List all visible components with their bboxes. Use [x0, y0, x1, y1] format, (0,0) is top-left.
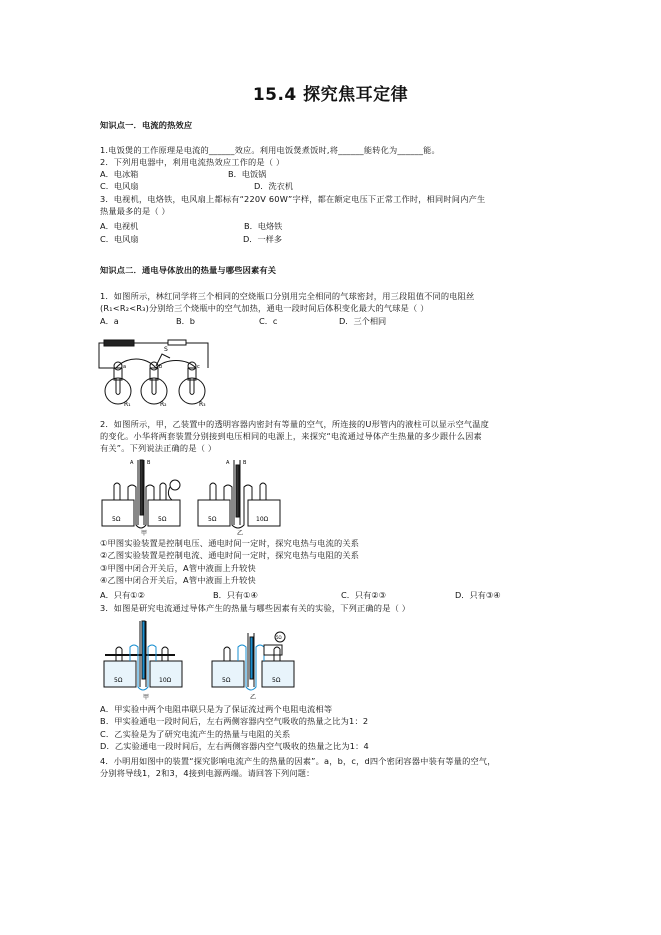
r3-label: R₃ [199, 401, 206, 408]
resistor-label-2: 5Ω [158, 516, 167, 523]
tube-b-label-1: B [147, 460, 151, 466]
s1-question3-line1: 3．电视机，电烙铁，电风扇上都标有“220V 60W”字样，都在额定电压下正常工作时，相同时间内产生 [100, 194, 486, 204]
section1-heading: 知识点一．电流的热效应 [100, 120, 193, 130]
r2-label: R₂ [160, 401, 167, 408]
s2-q2-line1: 2．如图所示，甲，乙装置中的透明容器内密封有等量的空气，所连接的U形管内的液柱可以显示空气温度 [100, 419, 490, 429]
s1-q3-option-c: C．电风扇 [100, 234, 139, 244]
s2-q1-line1: 1．如图所示，林红同学将三个相同的空烧瓶口分别用完全相同的气球密封，用三段阻值不同的电阻丝 [100, 291, 475, 301]
s1-q3-option-d: D．一样多 [243, 234, 283, 244]
s2-q2-option-c: C．只有②③ [341, 590, 386, 600]
s2-q2-statement-3: ③甲图中闭合开关后，A管中液面上升较快 [100, 563, 256, 573]
q3-resistor-label-1: 5Ω [114, 677, 123, 684]
utube-figure-q2 [100, 455, 290, 537]
caption-yi-q2: 乙 [237, 530, 244, 537]
caption-yi-q3: 乙 [250, 694, 257, 700]
section2-heading: 知识点二．通电导体放出的热量与哪些因素有关 [100, 265, 277, 275]
tube-b-label-2: B [243, 460, 247, 466]
s2-q1-option-d: D．三个相同 [339, 316, 387, 326]
s1-q2-option-d: D．洗衣机 [254, 181, 294, 191]
s2-q1-line2: (R₁<R₂<R₃)分别给三个烧瓶中的空气加热，通电一段时间后体积变化最大的气球是（ ） [100, 303, 429, 313]
s1-q2-option-c: C．电风扇 [100, 181, 139, 191]
s2-q2-line2: 的变化。小华将两套装置分别接到电压相同的电源上，来探究“电流通过导体产生热量的多少跟什么因素 [100, 431, 482, 441]
three-flask-figure [96, 328, 221, 413]
s2-q2-option-a: A．只有①② [100, 590, 145, 600]
s2-q3-option-c: C．乙实验是为了研究电流产生的热量与电阻的关系 [100, 729, 291, 739]
switch-label: S [164, 346, 168, 353]
resistor-label-4: 10Ω [256, 516, 269, 523]
s1-q2-option-b: B．电饭锅 [228, 169, 267, 179]
s2-q2-statement-1: ①甲图实验装置是控制电压、通电时间一定时，探究电热与电流的关系 [100, 538, 360, 548]
s2-q2-statement-2: ②乙图实验装置是控制电流、通电时间一定时，探究电热与电阻的关系 [100, 550, 360, 560]
caption-jia-q3: 甲 [143, 694, 150, 700]
q3-resistor-label-3: 5Ω [222, 677, 231, 684]
balloon-c-label: c [197, 364, 200, 370]
caption-jia-q2: 甲 [141, 530, 148, 537]
s1-q2-option-a: A．电冰箱 [100, 169, 139, 179]
s1-question1: 1.电饭煲的工作原理是电流的______效应。利用电饭煲煮饭时,将______能转化为______能。 [100, 145, 440, 155]
s1-question3-line2: 热量最多的是（ ） [100, 206, 170, 216]
r1-label: R₁ [124, 401, 131, 408]
balloon-b-label: b [159, 364, 163, 370]
s1-q3-option-b: B．电烙铁 [244, 221, 283, 231]
resistor-label-1: 5Ω [112, 516, 121, 523]
s2-q2-statement-4: ④乙图中闭合开关后，A管中液面上升较快 [100, 575, 256, 585]
s1-q3-option-a: A．电视机 [100, 221, 139, 231]
s2-q3-option-b: B．甲实验通电一段时间后，左右两侧容器内空气吸收的热量之比为1：2 [100, 716, 369, 726]
s2-q1-option-c: C．c [259, 316, 278, 326]
s2-q4-line2: 分别将导线1，2和3，4接到电源两端。请回答下列问题： [100, 768, 315, 778]
resistor-label-3: 5Ω [208, 516, 217, 523]
s1-question2-stem: 2．下列用电器中，利用电流热效应工作的是（ ） [100, 157, 285, 167]
s2-q2-option-d: D．只有③④ [455, 590, 501, 600]
s2-q3-option-d: D．乙实验通电一段时间后，左右两侧容器内空气吸收的热量之比为1：4 [100, 741, 369, 751]
s2-q3-option-a: A．甲实验中两个电阻串联只是为了保证流过两个电阻电流相等 [100, 704, 333, 714]
s2-q4-line1: 4．小明用如图中的装置“探究影响电流产生的热量的因素”。a，b，c，d四个密闭容器中装有等量的空气， [100, 756, 496, 766]
q3-resistor-label-5: 5Ω [276, 635, 282, 640]
s2-q2-option-b: B．只有①④ [213, 590, 258, 600]
s2-q3-stem: 3．如图是研究电流通过导体产生的热量与哪些因素有关的实验，下列正确的是（ ） [100, 603, 411, 613]
s2-q2-line3: 有关”。下列说法正确的是（ ） [100, 443, 217, 453]
page-title: 15.4 探究焦耳定律 [252, 85, 409, 105]
s2-q1-option-b: B．b [176, 316, 196, 326]
q3-resistor-label-4: 5Ω [272, 677, 281, 684]
q3-resistor-label-2: 10Ω [159, 677, 172, 684]
s2-q1-option-a: A．a [100, 316, 119, 326]
tube-a-label-2: A [226, 460, 230, 466]
tube-a-label-1: A [130, 460, 134, 466]
balloon-a-label: a [123, 364, 127, 370]
utube-figure-q3 [100, 615, 300, 700]
